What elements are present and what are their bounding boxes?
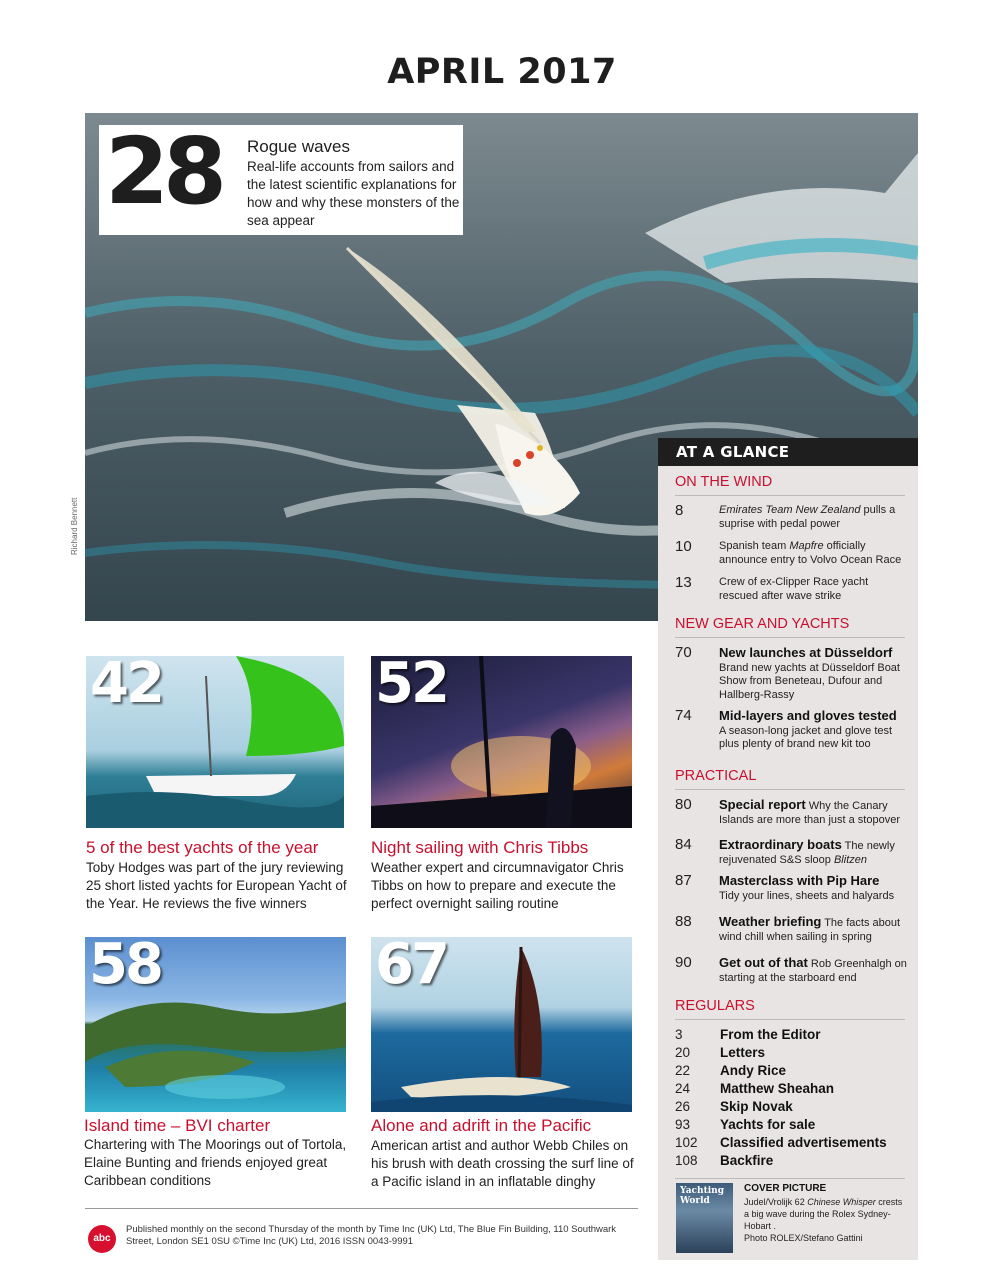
entry-text: Get out of that Rob Greenhalgh on starting at the starboard end [719,955,907,984]
entry-page-number: 90 [675,954,692,971]
entry-page-number: 80 [675,796,692,813]
section-heading-on-the-wind: ON THE WIND [675,474,905,496]
entry-page-number: 13 [675,574,692,591]
feature-title[interactable]: Island time – BVI charter [84,1116,271,1135]
regular-entry[interactable]: 24 Matthew Sheahan [675,1081,835,1096]
feature-image-42[interactable] [86,656,344,828]
hero-page-number: 28 [105,118,222,225]
glance-entry[interactable] [675,956,907,988]
feature-page-number: 42 [90,656,162,716]
feature-image-67[interactable] [371,937,632,1112]
entry-page-number: 84 [675,836,692,853]
glance-entry[interactable] [675,540,907,570]
entry-text: Extraordinary boats The newly rejuvenated S&S sloop Blitzen [719,837,895,866]
entry-text: New launches at Düsseldorf Brand new yachts at Düsseldorf Boat Show from Beneteau, Dufour and Hallberg-Rassy [719,645,900,701]
section-heading-regulars: REGULARS [675,998,905,1020]
glance-entry[interactable] [675,504,907,534]
entry-text: Special report Why the Canary Islands are more than just a stopover [719,797,900,826]
glance-entry[interactable] [675,874,907,906]
photo-credit: Richard Bennett [70,497,79,555]
at-a-glance-panel [658,438,918,1260]
entry-text: Spanish team Mapfre officially announce entry to Volvo Ocean Race [719,540,902,566]
cover-picture-title: COVER PICTURE [744,1183,827,1194]
section-heading-new-gear: NEW GEAR AND YACHTS [675,616,905,638]
feature-page-number: 52 [375,656,447,716]
footer-divider [85,1208,638,1209]
divider [675,1178,905,1179]
feature-page-number: 58 [89,937,161,997]
feature-title[interactable]: Alone and adrift in the Pacific [371,1116,592,1135]
feature-title[interactable]: Night sailing with Chris Tibbs [371,838,589,857]
glance-entry[interactable] [675,838,907,870]
entry-text: Emirates Team New Zealand pulls a suprise with pedal power [719,504,896,530]
page-title: APRIL 2017 [387,52,617,92]
feature-image-52[interactable] [371,656,632,828]
at-a-glance-header: AT A GLANCE [658,438,918,466]
entry-text: Weather briefing The facts about wind chill when sailing in spring [719,914,901,943]
regular-entry[interactable]: 102 Classified advertisements [675,1135,887,1150]
cover-thumbnail[interactable] [676,1183,733,1253]
section-heading-practical: PRACTICAL [675,768,905,790]
glance-entry[interactable] [675,709,907,749]
cover-masthead: Yachting World [680,1186,724,1206]
glance-entry[interactable] [675,798,907,830]
hero-description: Real-life accounts from sailors and the latest scientific explanations for how and why these monsters of the sea appear [247,159,460,228]
glance-entry[interactable] [675,646,907,706]
entry-page-number: 74 [675,707,692,724]
regular-entry[interactable]: 22 Andy Rice [675,1063,787,1078]
regular-entry[interactable]: 26 Skip Novak [675,1099,793,1114]
entry-page-number: 8 [675,502,684,519]
feature-description: Weather expert and circumnavigator Chris Tibbs on how to prepare and execute the perfect overnight sailing routine [371,860,624,911]
glance-entry[interactable] [675,915,907,947]
entry-page-number: 87 [675,872,692,889]
feature-title[interactable]: 5 of the best yachts of the year [86,838,319,857]
regular-entry[interactable]: 108 Backfire [675,1153,774,1168]
entry-page-number: 70 [675,644,692,661]
feature-description: American artist and author Webb Chiles on his brush with death crossing the surf line of a Pacific island in an inflatable dinghy [371,1138,634,1189]
entry-text: Mid-layers and gloves tested A season-long jacket and glove test plus plenty of brand new kit too [719,708,897,750]
entry-text: Crew of ex-Clipper Race yacht rescued after wave strike [719,576,869,602]
entry-text: Masterclass with Pip Hare Tidy your lines, sheets and halyards [719,873,895,902]
feature-image-58[interactable] [85,937,346,1112]
feature-description: Toby Hodges was part of the jury reviewing 25 short listed yachts for European Yacht of the Year. He reviews the five winners [86,860,347,911]
hero-headline[interactable]: Rogue waves [247,137,351,156]
feature-description: Chartering with The Moorings out of Tortola, Elaine Bunting and friends enjoyed great Caribbean conditions [84,1137,347,1188]
abc-logo: abc [88,1225,116,1253]
cover-picture-caption: Judel/Vrolijk 62 Chinese Whisper crests a big wave during the Rolex Sydney-Hobart . Photo ROLEX/Stefano Gattini [744,1197,903,1243]
regular-entry[interactable]: 3 From the Editor [675,1027,821,1042]
hero-text-box [99,118,463,235]
regular-entry[interactable]: 93 Yachts for sale [675,1117,816,1132]
entry-page-number: 10 [675,538,692,555]
publication-info: Published monthly on the second Thursday of the month by Time Inc (UK) Ltd, The Blue Fin Building, 110 Southwark Street, London SE1 0SU ©Time Inc (UK) Ltd, 2016 ISSN 0043-9991 [126,1224,617,1247]
regular-entry[interactable]: 20 Letters [675,1045,766,1060]
feature-page-number: 67 [375,937,447,997]
glance-entry[interactable] [675,576,907,606]
entry-page-number: 88 [675,913,692,930]
